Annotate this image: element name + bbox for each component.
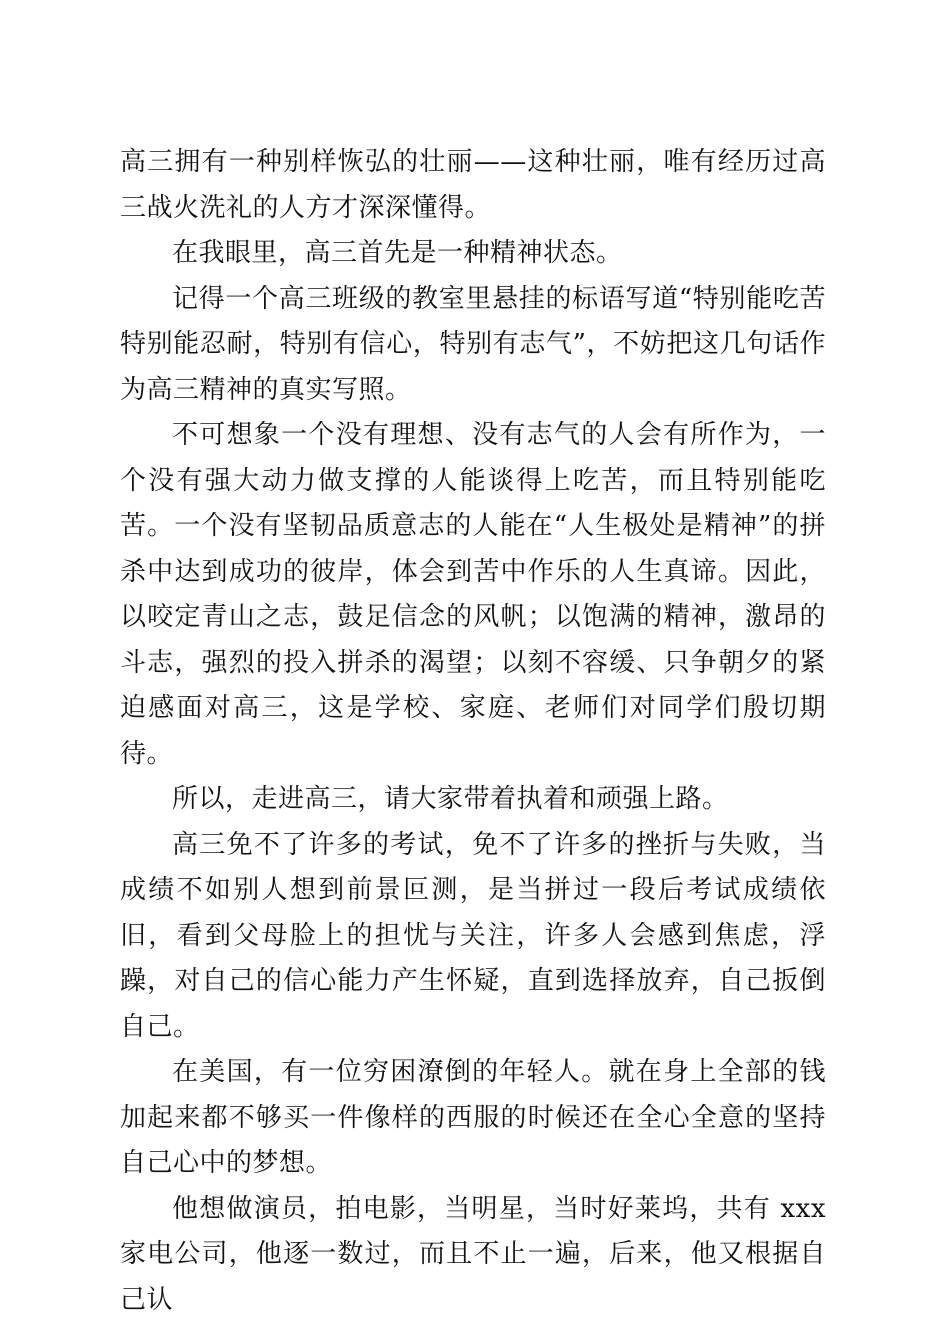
- paragraph-ideals: 不可想象一个没有理想、没有志气的人会有所作为，一个没有强大动力做支撑的人能谈得上吃苦，而且特别能吃苦。一个没有坚韧品质意志的人能在“人生极处是精神”的拼杀中达到成功的彼岸，体会到苦中作乐的人生真谛。因此，以咬定青山之志，鼓足信念的风帆；以饱满的精神，激昂的斗志，强烈的投入拼杀的渴望；以刻不容缓、只争朝夕的紧迫感面对高三，这是学校、家庭、老师们对同学们殷切期待。: [120, 420, 826, 769]
- paragraph-persistence: 所以，走进高三，请大家带着执着和顽强上路。: [172, 784, 729, 814]
- paragraph-spirit-state: 在我眼里，高三首先是一种精神状态。: [172, 238, 623, 268]
- paragraph-opening: 高三拥有一种别样恢弘的壮丽——这种壮丽，唯有经历过高三战火洗礼的人方才深深懂得。: [120, 147, 826, 223]
- paragraph-america-story: 在美国，有一位穷困潦倒的年轻人。就在身上全部的钱加起来都不够买一件像样的西服的时候还在全心全意的坚持自己心中的梦想。: [120, 1057, 826, 1178]
- document-body: [120, 140, 826, 1323]
- paragraph-exams: 高三免不了许多的考试，免不了许多的挫折与失败，当成绩不如别人想到前景叵测，是当拼过一段后考试成绩依旧，看到父母脸上的担忧与关注，许多人会感到焦虑，浮躁，对自己的信心能力产生怀疑，直到选择放弃，自己扳倒自己。: [120, 829, 826, 1042]
- paragraph-actor-dream: 他想做演员，拍电影，当明星，当时好莱坞，共有 xxx 家电公司，他逐一数过，而且不止一遍，后来，他又根据自己认: [120, 1193, 826, 1315]
- paragraph-slogan: 记得一个高三班级的教室里悬挂的标语写道“特别能吃苦特别能忍耐，特别有信心，特别有志气”，不妨把这几句话作为高三精神的真实写照。: [120, 283, 826, 405]
